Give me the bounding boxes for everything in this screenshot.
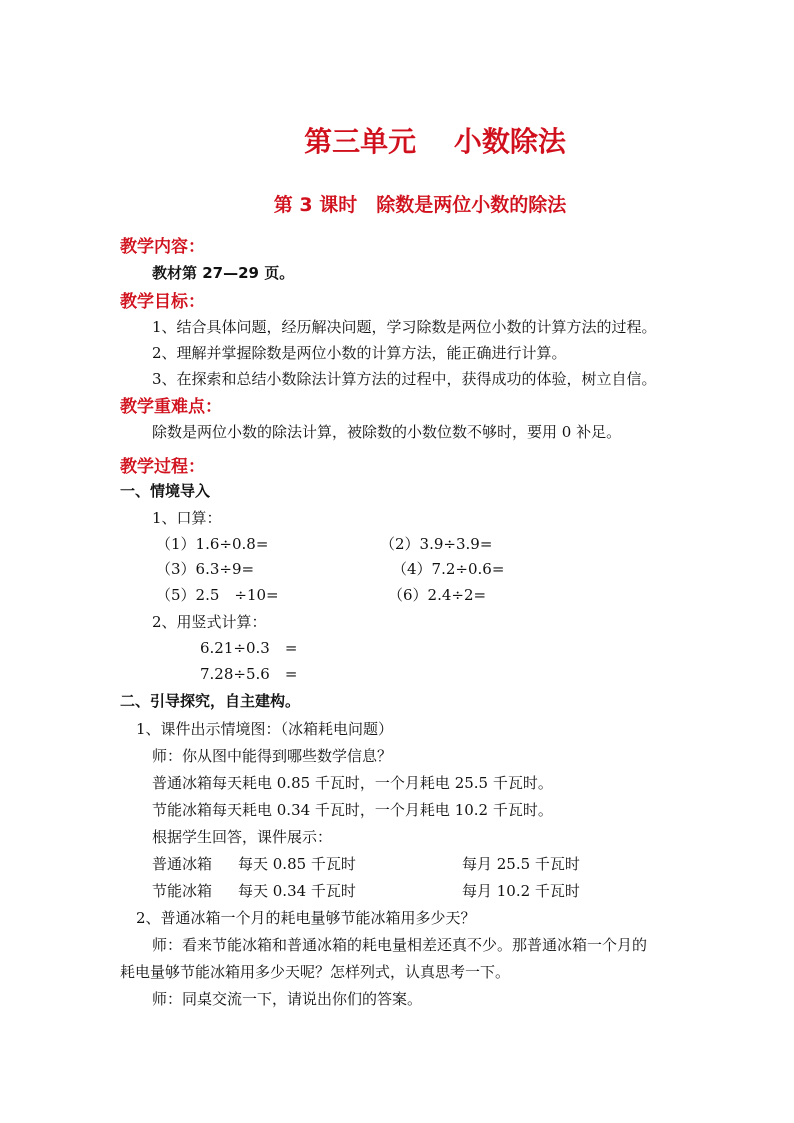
table-cell: 每天 0.85 千瓦时 bbox=[238, 855, 356, 873]
teacher-line: 师：同桌交流一下，请说出你们的答案。 bbox=[152, 990, 423, 1008]
part2-item2: 2、普通冰箱一个月的耗电量够节能冰箱用多少天？ bbox=[136, 909, 476, 927]
oral-item: （6）2.4÷2= bbox=[388, 586, 487, 604]
teacher-question: 师：你从图中能得到哪些数学信息？ bbox=[152, 747, 393, 765]
part2-title: 二、引导探究，自主建构。 bbox=[120, 692, 301, 710]
table-cell: 普通冰箱 bbox=[152, 855, 213, 873]
goal-item: 2、理解并掌握除数是两位小数的计算方法，能正确进行计算。 bbox=[152, 344, 567, 362]
teacher-line: 耗电量够节能冰箱用多少天呢？怎样列式，认真思考一下。 bbox=[120, 963, 511, 981]
vertical-item: 7.28÷5.6 = bbox=[200, 665, 298, 683]
show-line: 根据学生回答，课件展示： bbox=[152, 828, 333, 846]
unit-title: 第三单元 小数除法 bbox=[304, 125, 566, 158]
key-text: 除数是两位小数的除法计算，被除数的小数位数不够时，要用 0 补足。 bbox=[152, 423, 622, 441]
oral-item: （1）1.6÷0.8= bbox=[156, 535, 269, 553]
table-cell: 每天 0.34 千瓦时 bbox=[238, 882, 356, 900]
info-line: 节能冰箱每天耗电 0.34 千瓦时，一个月耗电 10.2 千瓦时。 bbox=[152, 801, 553, 819]
vertical-label: 2、用竖式计算： bbox=[152, 613, 267, 631]
table-cell: 节能冰箱 bbox=[152, 882, 213, 900]
teacher-line: 师：看来节能冰箱和普通冰箱的耗电量相差还真不少。那普通冰箱一个月的 bbox=[152, 936, 648, 954]
goal-item: 3、在探索和总结小数除法计算方法的过程中，获得成功的体验，树立自信。 bbox=[152, 370, 657, 388]
oral-item: （4）7.2÷0.6= bbox=[392, 560, 505, 578]
content-text: 教材第 27—29 页。 bbox=[152, 264, 295, 282]
vertical-item: 6.21÷0.3 = bbox=[200, 639, 298, 657]
part2-item1: 1、课件出示情境图：（冰箱耗电问题） bbox=[136, 720, 394, 738]
oral-item: （5）2.5 ÷10= bbox=[156, 586, 279, 604]
oral-item: （2）3.9÷3.9= bbox=[380, 535, 493, 553]
part1-title: 一、情境导入 bbox=[120, 482, 211, 500]
table-cell: 每月 10.2 千瓦时 bbox=[462, 882, 580, 900]
oral-label: 1、口算： bbox=[152, 509, 222, 527]
info-line: 普通冰箱每天耗电 0.85 千瓦时，一个月耗电 25.5 千瓦时。 bbox=[152, 774, 553, 792]
content-heading: 教学内容： bbox=[120, 237, 205, 257]
process-heading: 教学过程： bbox=[120, 457, 205, 477]
lesson-title: 第 3 课时 除数是两位小数的除法 bbox=[273, 194, 567, 216]
goal-item: 1、结合具体问题，经历解决问题，学习除数是两位小数的计算方法的过程。 bbox=[152, 318, 657, 336]
goals-heading: 教学目标： bbox=[120, 292, 205, 312]
key-heading: 教学重难点： bbox=[120, 397, 222, 417]
table-cell: 每月 25.5 千瓦时 bbox=[462, 855, 580, 873]
oral-item: （3）6.3÷9= bbox=[156, 560, 255, 578]
